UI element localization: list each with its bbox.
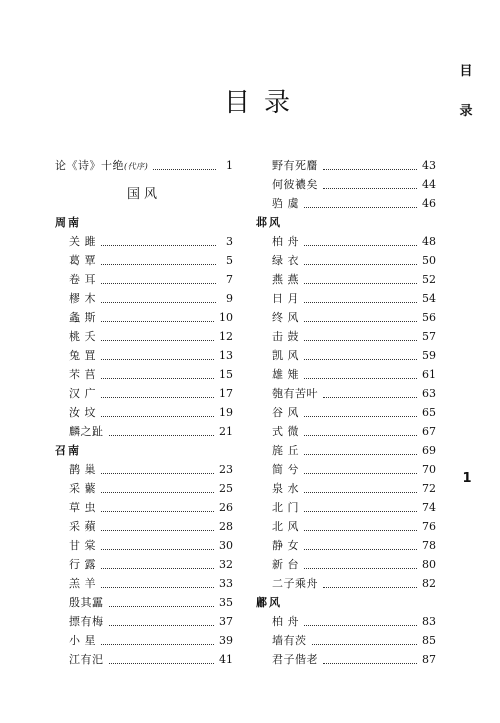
toc-title: 柏 舟 <box>272 615 299 628</box>
toc-page: 46 <box>422 197 436 210</box>
toc-title: 汉 广 <box>69 387 96 400</box>
leader-dots <box>323 578 417 588</box>
toc-entry[interactable] <box>55 422 233 441</box>
toc-title: 兔 罝 <box>69 349 96 362</box>
toc-title: 柏 舟 <box>272 235 299 248</box>
toc-title: 鹊 巢 <box>69 463 96 476</box>
toc-entry[interactable] <box>55 346 233 365</box>
toc-entry[interactable] <box>256 422 436 441</box>
section-heading: 鄘风 <box>256 596 282 609</box>
leader-dots <box>101 483 214 493</box>
toc-page: 25 <box>219 482 233 495</box>
leader-dots <box>153 160 216 170</box>
leader-dots <box>101 388 214 398</box>
toc-title: 终 风 <box>272 311 299 324</box>
leader-dots <box>101 635 214 645</box>
toc-page: 59 <box>422 349 436 362</box>
toc-page: 32 <box>219 558 233 571</box>
toc-page: 28 <box>219 520 233 533</box>
toc-page: 35 <box>219 596 233 609</box>
toc-page: 85 <box>422 634 436 647</box>
toc-entry[interactable] <box>256 156 436 175</box>
leader-dots <box>101 369 214 379</box>
toc-title: 泉 水 <box>272 482 299 495</box>
toc-title: 采 蘋 <box>69 520 96 533</box>
toc-page: 43 <box>422 159 436 172</box>
toc-title: 日 月 <box>272 292 299 305</box>
toc-title: 北 风 <box>272 520 299 533</box>
toc-title: 墙有茨 <box>272 634 307 647</box>
leader-dots <box>323 160 417 170</box>
toc-title: 论《诗》十绝 <box>55 159 124 172</box>
toc-page: 12 <box>219 330 233 343</box>
toc-entry[interactable] <box>55 251 233 270</box>
toc-entry[interactable] <box>55 289 233 308</box>
toc-title: 旄 丘 <box>272 444 299 457</box>
leader-dots <box>323 179 417 189</box>
toc-entry[interactable] <box>55 612 233 631</box>
toc-title: 静 女 <box>272 539 299 552</box>
toc-entry[interactable] <box>55 365 233 384</box>
toc-title: 草 虫 <box>69 501 96 514</box>
toc-page: 70 <box>422 463 436 476</box>
leader-dots <box>312 635 418 645</box>
toc-page: 23 <box>219 463 233 476</box>
toc-page: 72 <box>422 482 436 495</box>
leader-dots <box>109 597 215 607</box>
leader-dots <box>323 388 417 398</box>
toc-left-column <box>55 156 233 669</box>
toc-page: 17 <box>219 387 233 400</box>
toc-entry[interactable] <box>256 251 436 270</box>
leader-dots <box>101 331 214 341</box>
toc-entry[interactable] <box>256 650 436 669</box>
toc-title: 新 台 <box>272 558 299 571</box>
leader-dots <box>101 540 214 550</box>
toc-entry[interactable] <box>55 650 233 669</box>
toc-entry[interactable] <box>256 270 436 289</box>
toc-page: 54 <box>422 292 436 305</box>
leader-dots <box>101 521 214 531</box>
toc-title: 式 微 <box>272 425 299 438</box>
running-head-char: 录 <box>459 104 473 119</box>
toc-entry[interactable] <box>256 631 436 650</box>
toc-page: 80 <box>422 558 436 571</box>
toc-entry[interactable] <box>256 175 436 194</box>
toc-entry[interactable] <box>256 612 436 631</box>
toc-title: 燕 燕 <box>272 273 299 286</box>
toc-entry[interactable] <box>55 460 233 479</box>
leader-dots <box>304 350 417 360</box>
toc-page: 87 <box>422 653 436 666</box>
toc-title: 击 鼓 <box>272 330 299 343</box>
leader-dots <box>109 654 215 664</box>
leader-dots <box>101 502 214 512</box>
toc-entry[interactable] <box>256 555 436 574</box>
toc-entry[interactable] <box>256 441 436 460</box>
toc-page: 3 <box>226 235 233 248</box>
leader-dots <box>304 236 417 246</box>
toc-title: 小 星 <box>69 634 96 647</box>
toc-page: 15 <box>219 368 233 381</box>
leader-dots <box>304 369 417 379</box>
toc-title: 君子偕老 <box>272 653 318 666</box>
toc-page: 5 <box>226 254 233 267</box>
leader-dots <box>101 407 214 417</box>
toc-title: 野有死麕 <box>272 159 318 172</box>
leader-dots <box>304 445 417 455</box>
toc-page: 19 <box>219 406 233 419</box>
toc-entry[interactable] <box>256 384 436 403</box>
toc-page: 41 <box>219 653 233 666</box>
toc-page: 37 <box>219 615 233 628</box>
toc-title: 江有汜 <box>69 653 104 666</box>
toc-entry[interactable] <box>55 327 233 346</box>
toc-title: 雄 雉 <box>272 368 299 381</box>
toc-page: 61 <box>422 368 436 381</box>
toc-page: 82 <box>422 577 436 590</box>
toc-page: 74 <box>422 501 436 514</box>
running-head <box>455 52 477 132</box>
toc-page: 83 <box>422 615 436 628</box>
leader-dots <box>304 540 417 550</box>
toc-page: 78 <box>422 539 436 552</box>
leader-dots <box>304 407 417 417</box>
toc-title: 卷 耳 <box>69 273 96 286</box>
toc-title: 桃 夭 <box>69 330 96 343</box>
toc-title: 麟之趾 <box>69 425 104 438</box>
toc-title: 绿 衣 <box>272 254 299 267</box>
toc-title: 谷 风 <box>272 406 299 419</box>
toc-title: 凯 风 <box>272 349 299 362</box>
running-head-char: 目 <box>459 64 473 79</box>
toc-entry[interactable] <box>55 308 233 327</box>
leader-dots <box>304 293 417 303</box>
toc-sections <box>256 213 436 669</box>
toc-entry[interactable] <box>256 536 436 555</box>
section-heading: 周南 <box>55 216 81 229</box>
leader-dots <box>101 578 214 588</box>
page-title: 目录 <box>223 88 304 118</box>
toc-title: 行 露 <box>69 558 96 571</box>
toc-entry[interactable] <box>256 460 436 479</box>
toc-entry[interactable] <box>55 574 233 593</box>
toc-title: 关 雎 <box>69 235 96 248</box>
toc-page: 67 <box>422 425 436 438</box>
toc-page: 50 <box>422 254 436 267</box>
toc-continued-items <box>256 156 436 213</box>
toc-title: 殷其靁 <box>69 596 104 609</box>
toc-title: 匏有苦叶 <box>272 387 318 400</box>
toc-page: 10 <box>219 311 233 324</box>
toc-entry[interactable] <box>55 403 233 422</box>
toc-page: 76 <box>422 520 436 533</box>
toc-entry-preface[interactable] <box>55 156 233 175</box>
toc-title: 采 蘩 <box>69 482 96 495</box>
leader-dots <box>304 198 417 208</box>
toc-title: 摽有梅 <box>69 615 104 628</box>
toc-title: 二子乘舟 <box>272 577 318 590</box>
toc-entry[interactable] <box>256 289 436 308</box>
toc-title: 汝 坟 <box>69 406 96 419</box>
toc-page: 30 <box>219 539 233 552</box>
section-heading: 邶风 <box>256 216 282 229</box>
leader-dots <box>101 312 214 322</box>
toc-entry[interactable] <box>55 517 233 536</box>
toc-entry[interactable] <box>55 555 233 574</box>
leader-dots <box>101 236 216 246</box>
toc-entry[interactable] <box>256 574 436 593</box>
leader-dots <box>109 426 215 436</box>
leader-dots <box>304 426 417 436</box>
toc-entry[interactable] <box>256 479 436 498</box>
toc-entry[interactable] <box>256 232 436 251</box>
toc-page: 56 <box>422 311 436 324</box>
leader-dots <box>304 274 417 284</box>
toc-page: 39 <box>219 634 233 647</box>
toc-page: 63 <box>422 387 436 400</box>
toc-entry[interactable] <box>256 327 436 346</box>
toc-page: 69 <box>422 444 436 457</box>
leader-dots <box>101 350 214 360</box>
leader-dots <box>109 616 215 626</box>
toc-entry[interactable] <box>256 403 436 422</box>
leader-dots <box>304 331 417 341</box>
toc-entry[interactable] <box>256 194 436 213</box>
toc-title: 樛 木 <box>69 292 96 305</box>
toc-title: 芣 苢 <box>69 368 96 381</box>
toc-entry[interactable] <box>55 270 233 289</box>
section-heading: 召南 <box>55 444 81 457</box>
toc-title: 螽 斯 <box>69 311 96 324</box>
leader-dots <box>304 312 417 322</box>
toc-page: 44 <box>422 178 436 191</box>
toc-page: 13 <box>219 349 233 362</box>
leader-dots <box>304 559 417 569</box>
toc-title: 何彼襛矣 <box>272 178 318 191</box>
page-number: 1 <box>462 471 472 486</box>
leader-dots <box>304 502 417 512</box>
toc-entry[interactable] <box>55 631 233 650</box>
toc-entry[interactable] <box>256 498 436 517</box>
toc-right-column <box>256 156 436 669</box>
toc-page: 52 <box>422 273 436 286</box>
leader-dots <box>304 521 417 531</box>
toc-entry[interactable] <box>55 479 233 498</box>
toc-page: 21 <box>219 425 233 438</box>
leader-dots <box>304 255 417 265</box>
leader-dots <box>304 483 417 493</box>
leader-dots <box>304 616 417 626</box>
toc-page: 65 <box>422 406 436 419</box>
toc-entry[interactable] <box>55 384 233 403</box>
toc-page: 7 <box>226 273 233 286</box>
toc-sections <box>55 213 233 669</box>
toc-entry[interactable] <box>256 346 436 365</box>
toc-entry[interactable] <box>55 593 233 612</box>
toc-page: 33 <box>219 577 233 590</box>
toc-entry[interactable] <box>55 536 233 555</box>
leader-dots <box>101 274 216 284</box>
toc-entry[interactable] <box>55 232 233 251</box>
toc-title: 驺 虞 <box>272 197 299 210</box>
toc-title: 北 门 <box>272 501 299 514</box>
toc-title: 简 兮 <box>272 463 299 476</box>
leader-dots <box>304 464 417 474</box>
toc-page: 57 <box>422 330 436 343</box>
leader-dots <box>101 559 214 569</box>
leader-dots <box>101 464 214 474</box>
toc-entry[interactable] <box>256 308 436 327</box>
toc-entry[interactable] <box>256 517 436 536</box>
leader-dots <box>101 255 216 265</box>
toc-entry[interactable] <box>55 498 233 517</box>
toc-page: 26 <box>219 501 233 514</box>
leader-dots <box>323 654 417 664</box>
toc-title: 甘 棠 <box>69 539 96 552</box>
toc-title: 羔 羊 <box>69 577 96 590</box>
toc-entry[interactable] <box>256 365 436 384</box>
toc-title: 葛 覃 <box>69 254 96 267</box>
toc-page: 48 <box>422 235 436 248</box>
toc-page: 9 <box>226 292 233 305</box>
toc-note: (代序) <box>124 162 149 171</box>
toc-page: 1 <box>226 159 233 172</box>
part-heading: 国风 <box>126 187 161 202</box>
leader-dots <box>101 293 216 303</box>
